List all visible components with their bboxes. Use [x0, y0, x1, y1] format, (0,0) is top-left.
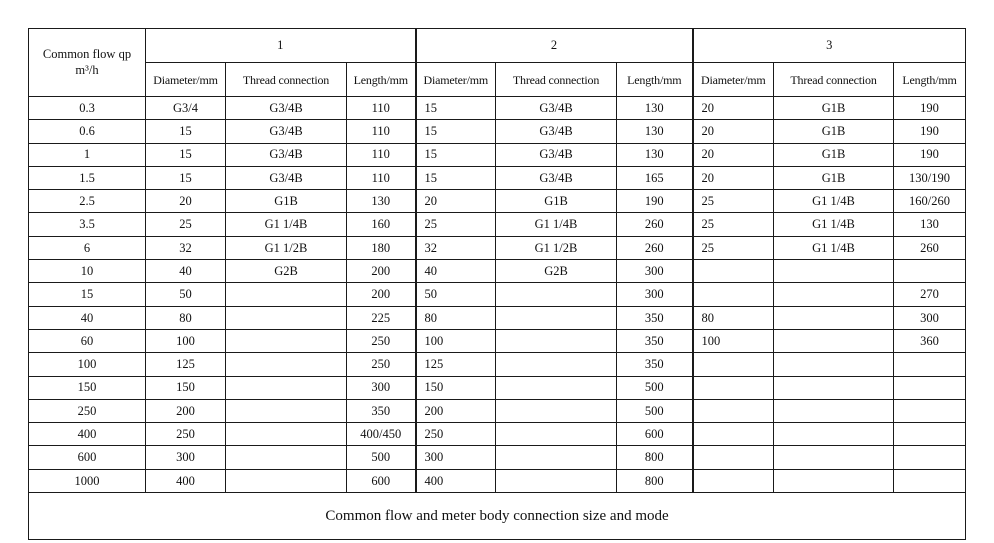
table-body — [29, 97, 966, 493]
sub-header-row — [29, 63, 966, 97]
length-3-cell: 130 — [894, 213, 966, 236]
subheader-thread: Thread connection — [496, 63, 617, 97]
thread-3-cell — [774, 260, 894, 283]
thread-1-cell — [226, 306, 347, 329]
length-3-cell: 160/260 — [894, 190, 966, 213]
diameter-1-cell: 40 — [146, 260, 226, 283]
thread-3-cell: G1B — [774, 120, 894, 143]
flow-cell: 600 — [29, 446, 146, 469]
diameter-2-cell: 100 — [416, 329, 496, 352]
length-1-cell: 600 — [347, 469, 416, 492]
diameter-1-cell: 200 — [146, 399, 226, 422]
thread-2-cell — [496, 469, 617, 492]
table-row — [29, 120, 966, 143]
length-3-cell: 190 — [894, 97, 966, 120]
subheader-diameter: Diameter/mm — [416, 63, 496, 97]
length-1-cell: 500 — [347, 446, 416, 469]
group-header-1: 1 — [146, 29, 416, 63]
length-1-cell: 300 — [347, 376, 416, 399]
thread-2-cell: G2B — [496, 260, 617, 283]
subheader-length: Length/mm — [347, 63, 416, 97]
thread-1-cell: G3/4B — [226, 166, 347, 189]
diameter-1-cell: 25 — [146, 213, 226, 236]
diameter-3-cell: 25 — [693, 213, 774, 236]
corner-header-cell — [29, 29, 146, 97]
diameter-1-cell: 50 — [146, 283, 226, 306]
flow-cell: 150 — [29, 376, 146, 399]
diameter-1-cell: 100 — [146, 329, 226, 352]
thread-3-cell: G1 1/4B — [774, 213, 894, 236]
thread-3-cell — [774, 469, 894, 492]
thread-1-cell: G3/4B — [226, 97, 347, 120]
diameter-2-cell: 250 — [416, 423, 496, 446]
thread-1-cell — [226, 446, 347, 469]
diameter-2-cell: 25 — [416, 213, 496, 236]
flow-cell: 60 — [29, 329, 146, 352]
length-3-cell — [894, 399, 966, 422]
length-3-cell: 130/190 — [894, 166, 966, 189]
thread-2-cell: G1 1/4B — [496, 213, 617, 236]
table-row — [29, 446, 966, 469]
flow-cell: 40 — [29, 306, 146, 329]
corner-header-line2: m³/h — [75, 62, 99, 77]
thread-3-cell — [774, 353, 894, 376]
table-row — [29, 399, 966, 422]
flow-cell: 1000 — [29, 469, 146, 492]
diameter-3-cell — [693, 469, 774, 492]
length-2-cell: 300 — [617, 260, 693, 283]
length-3-cell — [894, 469, 966, 492]
subheader-diameter: Diameter/mm — [146, 63, 226, 97]
diameter-3-cell — [693, 399, 774, 422]
length-2-cell: 260 — [617, 213, 693, 236]
diameter-1-cell: 150 — [146, 376, 226, 399]
length-1-cell: 200 — [347, 260, 416, 283]
flow-cell: 400 — [29, 423, 146, 446]
thread-1-cell — [226, 399, 347, 422]
thread-3-cell — [774, 376, 894, 399]
diameter-1-cell: 250 — [146, 423, 226, 446]
thread-2-cell: G3/4B — [496, 120, 617, 143]
length-2-cell: 260 — [617, 236, 693, 259]
diameter-3-cell — [693, 423, 774, 446]
thread-2-cell — [496, 446, 617, 469]
flow-cell: 15 — [29, 283, 146, 306]
diameter-3-cell: 20 — [693, 97, 774, 120]
table-row — [29, 97, 966, 120]
length-2-cell: 300 — [617, 283, 693, 306]
diameter-3-cell: 25 — [693, 190, 774, 213]
subheader-thread: Thread connection — [226, 63, 347, 97]
group-header-2: 2 — [416, 29, 693, 63]
diameter-1-cell: 15 — [146, 166, 226, 189]
flow-cell: 250 — [29, 399, 146, 422]
length-2-cell: 165 — [617, 166, 693, 189]
thread-1-cell: G3/4B — [226, 143, 347, 166]
diameter-2-cell: 15 — [416, 97, 496, 120]
thread-2-cell: G3/4B — [496, 97, 617, 120]
connection-size-table — [28, 28, 966, 540]
length-1-cell: 110 — [347, 143, 416, 166]
thread-3-cell — [774, 423, 894, 446]
diameter-2-cell: 20 — [416, 190, 496, 213]
diameter-1-cell: 300 — [146, 446, 226, 469]
diameter-3-cell: 25 — [693, 236, 774, 259]
thread-3-cell — [774, 399, 894, 422]
flow-cell: 1.5 — [29, 166, 146, 189]
thread-1-cell — [226, 329, 347, 352]
subheader-thread: Thread connection — [774, 63, 894, 97]
thread-2-cell: G1 1/2B — [496, 236, 617, 259]
thread-2-cell — [496, 423, 617, 446]
length-1-cell: 110 — [347, 97, 416, 120]
diameter-2-cell: 15 — [416, 166, 496, 189]
diameter-2-cell: 125 — [416, 353, 496, 376]
table-row — [29, 329, 966, 352]
thread-2-cell — [496, 353, 617, 376]
diameter-3-cell: 100 — [693, 329, 774, 352]
length-3-cell: 260 — [894, 236, 966, 259]
diameter-3-cell — [693, 353, 774, 376]
length-2-cell: 500 — [617, 399, 693, 422]
diameter-2-cell: 32 — [416, 236, 496, 259]
diameter-1-cell: 80 — [146, 306, 226, 329]
length-1-cell: 200 — [347, 283, 416, 306]
diameter-2-cell: 150 — [416, 376, 496, 399]
thread-1-cell: G3/4B — [226, 120, 347, 143]
thread-3-cell: G1 1/4B — [774, 236, 894, 259]
diameter-3-cell — [693, 376, 774, 399]
length-2-cell: 800 — [617, 469, 693, 492]
flow-cell: 100 — [29, 353, 146, 376]
diameter-1-cell: 400 — [146, 469, 226, 492]
thread-2-cell: G3/4B — [496, 143, 617, 166]
document-table-container — [28, 28, 965, 540]
thread-2-cell — [496, 329, 617, 352]
length-1-cell: 350 — [347, 399, 416, 422]
flow-cell: 1 — [29, 143, 146, 166]
diameter-3-cell: 20 — [693, 166, 774, 189]
length-1-cell: 400/450 — [347, 423, 416, 446]
subheader-length: Length/mm — [617, 63, 693, 97]
diameter-3-cell: 20 — [693, 143, 774, 166]
diameter-1-cell: 32 — [146, 236, 226, 259]
diameter-2-cell: 15 — [416, 120, 496, 143]
diameter-1-cell: 125 — [146, 353, 226, 376]
length-3-cell — [894, 260, 966, 283]
table-caption: Common flow and meter body connection size and mode — [29, 493, 966, 540]
table-row — [29, 260, 966, 283]
table-row — [29, 469, 966, 492]
length-2-cell: 350 — [617, 306, 693, 329]
diameter-2-cell: 40 — [416, 260, 496, 283]
thread-2-cell: G3/4B — [496, 166, 617, 189]
length-2-cell: 800 — [617, 446, 693, 469]
length-1-cell: 180 — [347, 236, 416, 259]
thread-1-cell: G2B — [226, 260, 347, 283]
length-1-cell: 250 — [347, 353, 416, 376]
diameter-3-cell — [693, 260, 774, 283]
length-2-cell: 350 — [617, 353, 693, 376]
diameter-1-cell: 20 — [146, 190, 226, 213]
length-2-cell: 130 — [617, 120, 693, 143]
length-2-cell: 190 — [617, 190, 693, 213]
subheader-length: Length/mm — [894, 63, 966, 97]
diameter-2-cell: 200 — [416, 399, 496, 422]
thread-3-cell: G1B — [774, 143, 894, 166]
length-2-cell: 600 — [617, 423, 693, 446]
subheader-diameter: Diameter/mm — [693, 63, 774, 97]
table-row — [29, 190, 966, 213]
diameter-3-cell: 80 — [693, 306, 774, 329]
length-3-cell — [894, 376, 966, 399]
length-3-cell: 300 — [894, 306, 966, 329]
flow-cell: 2.5 — [29, 190, 146, 213]
flow-cell: 0.3 — [29, 97, 146, 120]
thread-3-cell: G1B — [774, 97, 894, 120]
length-3-cell: 360 — [894, 329, 966, 352]
diameter-1-cell: G3/4 — [146, 97, 226, 120]
length-1-cell: 110 — [347, 120, 416, 143]
table-row — [29, 353, 966, 376]
length-1-cell: 130 — [347, 190, 416, 213]
diameter-2-cell: 300 — [416, 446, 496, 469]
thread-1-cell — [226, 469, 347, 492]
table-row — [29, 143, 966, 166]
length-3-cell: 190 — [894, 143, 966, 166]
thread-3-cell: G1B — [774, 166, 894, 189]
diameter-3-cell — [693, 283, 774, 306]
thread-2-cell — [496, 376, 617, 399]
table-row — [29, 166, 966, 189]
thread-1-cell — [226, 353, 347, 376]
thread-2-cell — [496, 283, 617, 306]
length-2-cell: 350 — [617, 329, 693, 352]
length-2-cell: 130 — [617, 97, 693, 120]
thread-3-cell — [774, 283, 894, 306]
length-1-cell: 160 — [347, 213, 416, 236]
thread-1-cell: G1 1/4B — [226, 213, 347, 236]
diameter-2-cell: 400 — [416, 469, 496, 492]
table-row — [29, 283, 966, 306]
length-2-cell: 130 — [617, 143, 693, 166]
diameter-1-cell: 15 — [146, 120, 226, 143]
thread-1-cell — [226, 283, 347, 306]
table-row — [29, 423, 966, 446]
length-2-cell: 500 — [617, 376, 693, 399]
thread-3-cell — [774, 446, 894, 469]
diameter-3-cell — [693, 446, 774, 469]
length-1-cell: 110 — [347, 166, 416, 189]
thread-3-cell — [774, 306, 894, 329]
length-3-cell — [894, 446, 966, 469]
flow-cell: 6 — [29, 236, 146, 259]
diameter-2-cell: 15 — [416, 143, 496, 166]
flow-cell: 3.5 — [29, 213, 146, 236]
length-3-cell: 270 — [894, 283, 966, 306]
table-row — [29, 306, 966, 329]
thread-3-cell: G1 1/4B — [774, 190, 894, 213]
thread-1-cell: G1 1/2B — [226, 236, 347, 259]
corner-header-line1: Common flow qp — [42, 46, 132, 61]
thread-2-cell — [496, 399, 617, 422]
table-row — [29, 236, 966, 259]
length-1-cell: 225 — [347, 306, 416, 329]
caption-row — [29, 493, 966, 540]
length-1-cell: 250 — [347, 329, 416, 352]
length-3-cell — [894, 423, 966, 446]
diameter-3-cell: 20 — [693, 120, 774, 143]
flow-cell: 10 — [29, 260, 146, 283]
group-header-3: 3 — [693, 29, 966, 63]
thread-2-cell: G1B — [496, 190, 617, 213]
flow-cell: 0.6 — [29, 120, 146, 143]
diameter-1-cell: 15 — [146, 143, 226, 166]
thread-1-cell — [226, 423, 347, 446]
thread-1-cell: G1B — [226, 190, 347, 213]
thread-2-cell — [496, 306, 617, 329]
length-3-cell: 190 — [894, 120, 966, 143]
diameter-2-cell: 80 — [416, 306, 496, 329]
thread-1-cell — [226, 376, 347, 399]
thread-3-cell — [774, 329, 894, 352]
group-header-row — [29, 29, 966, 63]
diameter-2-cell: 50 — [416, 283, 496, 306]
table-row — [29, 213, 966, 236]
length-3-cell — [894, 353, 966, 376]
table-row — [29, 376, 966, 399]
